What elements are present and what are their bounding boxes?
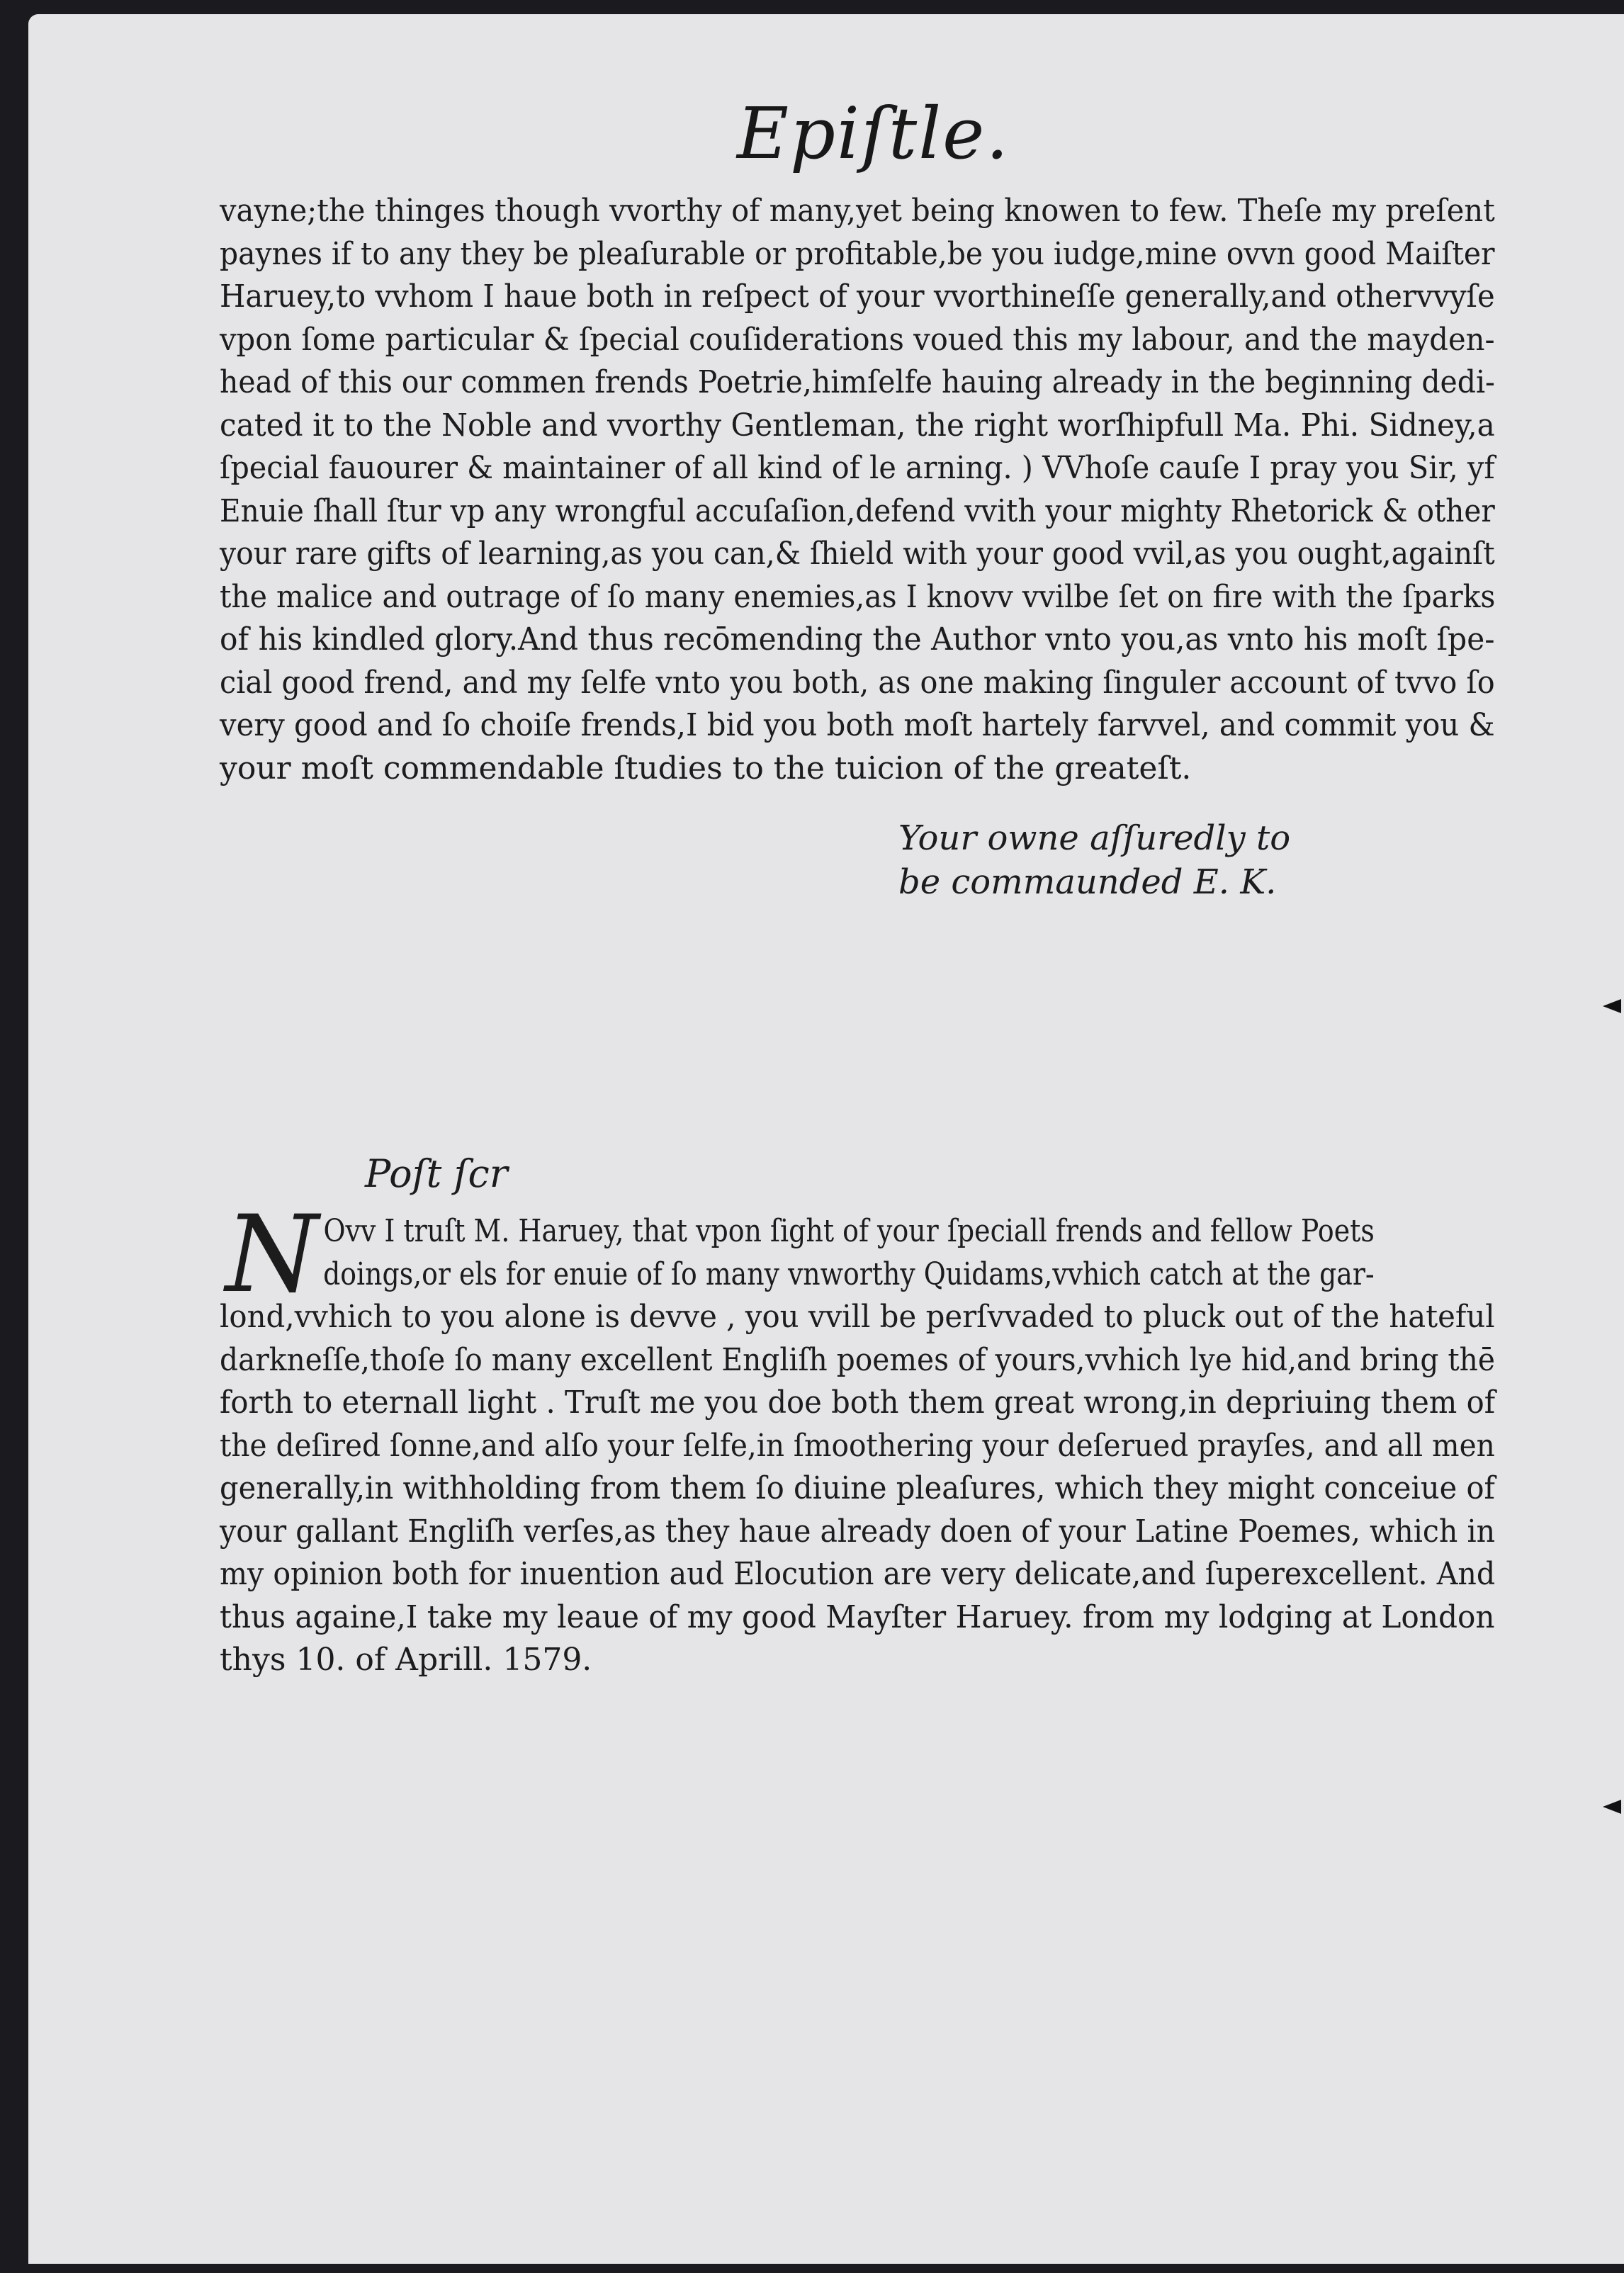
postscript-line: your gallant Engliſh verſes,as they haue already doen of your Latine Poemes, which in bbox=[220, 1513, 1496, 1550]
epistle-line: ſpecial fauourer & maintainer of all kind of le arning. ) VVhoſe cauſe I pray you Sir, yf bbox=[220, 450, 1495, 486]
drop-capital: N bbox=[225, 1193, 319, 1316]
postscript-line: Ovv I truſt M. Haruey, that vpon ſight of your ſpeciall frends and fellow Poets bbox=[323, 1213, 1375, 1249]
postscript-line: doings,or els for enuie of ſo many vnworthy Quidams,vvhich catch at the gar- bbox=[323, 1256, 1375, 1292]
epistle-line: vpon ſome particular & ſpecial couſiderations voued this my labour, and the mayden- bbox=[220, 321, 1495, 358]
epistle-line: of his kindled glory.And thus recōmending the Author vnto you,as vnto his moſt ſpe- bbox=[220, 621, 1495, 658]
postscript-heading: Poſt ſcr bbox=[365, 1151, 508, 1196]
postscript-line: my opinion both for inuention aud Elocution are very delicate,and ſuperexcellent. And bbox=[220, 1556, 1496, 1592]
epistle-line: head of this our commen frends Poetrie,himſelfe hauing already in the beginning dedi- bbox=[220, 364, 1495, 400]
epistle-body bbox=[220, 190, 1495, 790]
postscript-line: forth to eternall light . Truſt me you doe both them great wrong,in depriuing them of bbox=[220, 1384, 1496, 1421]
postscript-line: thus againe,I take my leaue of my good Mayſter Haruey. from my lodging at London bbox=[220, 1598, 1495, 1635]
edge-mark bbox=[1603, 1800, 1621, 1814]
epistle-line: cial good frend, and my ſelfe vnto you both, as one making ſinguler account of tvvo ſo bbox=[220, 664, 1495, 701]
epistle-line: the malice and outrage of ſo many enemies,as I knovv vvilbe ſet on fire with the ſparks bbox=[220, 578, 1496, 615]
epistle-line: vayne;the thinges though vvorthy of many,yet being knowen to few. Theſe my preſent bbox=[220, 193, 1495, 229]
postscript-line: the deſired ſonne,and alſo your ſelfe,in ſmoothering your deſerued prayſes, and all men bbox=[220, 1427, 1495, 1464]
epistle-line: your rare gifts of learning,as you can,& ſhield with your good vvil,as you ought,againſt bbox=[220, 536, 1495, 572]
epistle-line: cated it to the Noble and vvorthy Gentleman, the right worſhipfull Ma. Phi. Sidney,a bbox=[220, 407, 1495, 444]
postscript-line: thys 10. of Aprill. 1579. bbox=[220, 1642, 592, 1678]
signature-line-2: be commaunded E. K. bbox=[898, 862, 1277, 902]
epistle-line: paynes if to any they be pleaſurable or profitable,be you iudge,mine ovvn good Maiſter bbox=[220, 235, 1495, 272]
epistle-line: your moſt commendable ſtudies to the tuicion of the greateſt. bbox=[220, 750, 1192, 786]
postscript-line: lond,vvhich to you alone is devve , you vvill be perſvvaded to pluck out of the hateful bbox=[220, 1299, 1495, 1335]
signature bbox=[898, 816, 1290, 904]
postscript-line: generally,in withholding from them ſo diuine pleaſures, which they might conceiue of bbox=[220, 1470, 1495, 1506]
epistle-line: very good and ſo choiſe frends,I bid you both moſt hartely farvvel, and commit you & bbox=[220, 707, 1495, 743]
running-head: Epiſtle. bbox=[737, 92, 1010, 175]
postscript-line: darkneſſe,thoſe ſo many excellent Engliſh poemes of yours,vvhich lye hid,and bring thē bbox=[220, 1341, 1496, 1378]
epistle-line: Haruey,to vvhom I haue both in reſpect of your vvorthineſſe generally,and othervvyſe bbox=[220, 278, 1495, 315]
signature-line-1: Your owne aſſuredly to bbox=[898, 818, 1291, 858]
edge-mark bbox=[1603, 999, 1621, 1013]
epistle-line: Enuie ſhall ſtur vp any wrongful accuſaſion,defend vvith your mighty Rhetorick & other bbox=[220, 492, 1495, 529]
postscript-body bbox=[220, 1210, 1495, 1682]
